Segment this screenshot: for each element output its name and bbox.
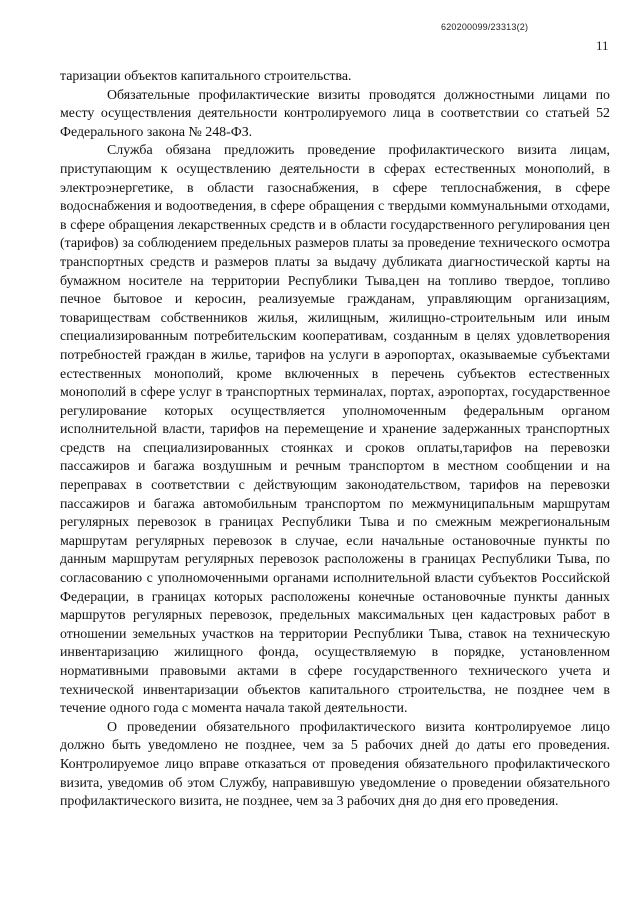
paragraph-service-obligation: Служба обязана предложить проведение профилактического визита лицам, приступающим к осуществлению деятельности в сферах естественных монополий, в электроэнергетике, в области газоснабжения, в сфере теплоснабжения, в сфере водоснабжения и водоотведения, в сфере обращения с твердыми коммунальными отходами, в сфере обращения лекарственных средств и в области государственного регулирования цен (тарифов) за соблюдением предельных размеров платы за проведение технического осмотра транспортных средств и размеров платы за выдачу дубликата диагностической карты на бумажном носителе на территории Республики Тыва,цен на топливо твердое, топливо печное бытовое и керосин, реализуемые гражданам, управляющим организациям, товариществам собственников жилья, жилищным, жилищно-строительным или иным специализированным потребительским кооперативам, созданным в целях удовлетворения потребностей граждан в жилье, тарифов на услуги в аэропортах, оказываемые субъектами естественных монополий, кроме включенных в перечень субъектов естественных монополий в сфере услуг в транспортных терминалах, портах, аэропортах, государственное регулирование которых осуществляется уполномоченным федеральным органом исполнительной власти, тарифов на перемещение и хранение задержанных транспортных средств на специализированных стоянках и сроков оплаты,тарифов на перевозки пассажиров и багажа воздушным и речным транспортом в местном сообщении и на переправах в соответствии с действующим законодательством, тарифов на перевозки пассажиров и багажа автомобильным транспортом по межмуниципальным маршрутам регулярных перевозок в границах Республики Тыва и по смежным межрегиональным маршрутам регулярных перевозок в случае, если начальные остановочные пункты по данным маршрутам регулярных перевозок расположены в границах Республики Тыва, по согласованию с уполномоченными органами исполнительной власти субъектов Российской Федерации, в границах которых расположены конечные остановочные пункты данных маршрутов регулярных перевозок, предельных максимальных цен кадастровых работ в отношении земельных участков на территории Республики Тыва, ставок на техническую инвентаризацию жилищного фонда, осуществляемую в порядке, установленном нормативными правовыми актами в сфере государственного технического учета и технической инвентаризации объектов капитального строительства, не позднее чем в течение одного года с момента начала такой деятельности. — [60, 143, 610, 717]
page-number: 11 — [596, 38, 609, 53]
body-text — [60, 68, 610, 812]
document-id: 620200099/23313(2) — [441, 22, 529, 32]
paragraph-continuation: таризации объектов капитального строительства. — [60, 69, 352, 84]
paragraph-visits-location: Обязательные профилактические визиты проводятся должностными лицами по месту осуществления деятельности контролируемого лица в соответствии со статьей 52 Федерального закона № 248-ФЗ. — [60, 87, 610, 140]
paragraph-notification: О проведении обязательного профилактического визита контролируемое лицо должно быть уведомлено не позднее, чем за 5 рабочих дней до даты его проведения. Контролируемое лицо вправе отказаться от проведения обязательного профилактического визита, уведомив об этом Службу, направившую уведомление о проведении обязательного профилактического визита, не позднее, чем за 3 рабочих дня до дня его проведения. — [60, 719, 610, 810]
